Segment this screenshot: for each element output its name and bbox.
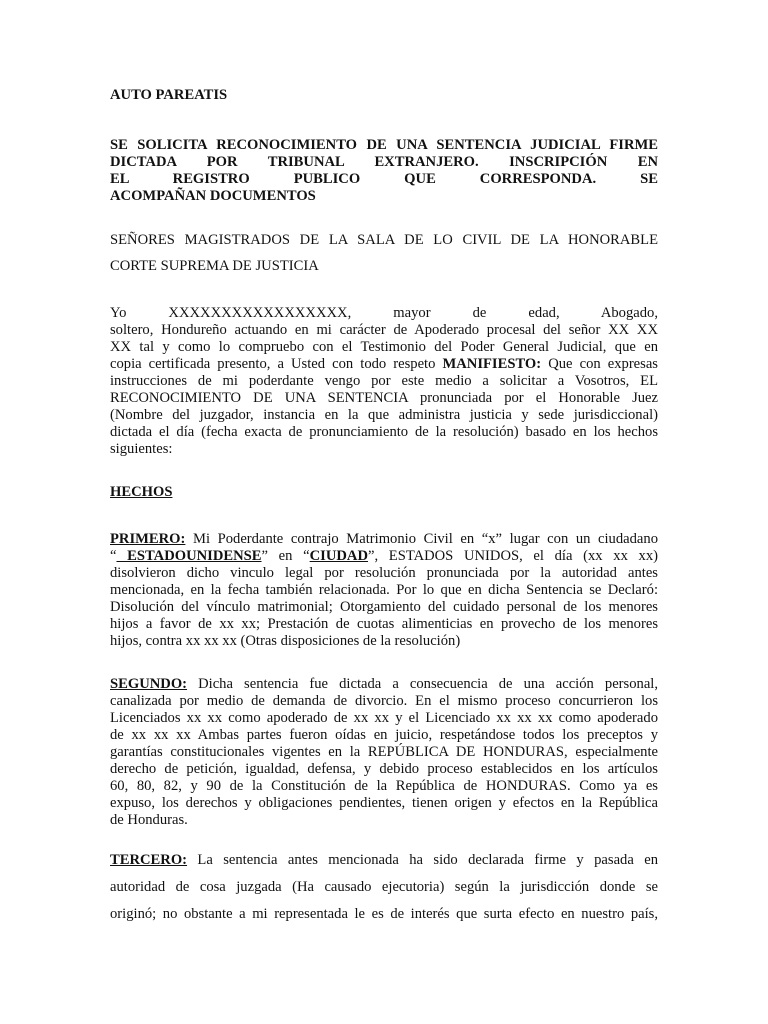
- paragraph-text: “: [110, 548, 117, 564]
- paragraph-line: autoridad de cosa juzgada (Ha causado ejecutoria) según la jurisdicción donde se: [110, 879, 658, 895]
- segundo-label: SEGUNDO:: [110, 676, 188, 692]
- paragraph-line: siguientes:: [110, 441, 173, 457]
- paragraph-line: de xx xx xx Ambas partes fueron oídas en juicio, respetándose todos los preceptos y: [110, 727, 658, 743]
- primero-label: PRIMERO:: [110, 531, 186, 547]
- addressee-line: SEÑORES MAGISTRADOS DE LA SALA DE LO CIVIL DE LA HONORABLE: [110, 232, 658, 248]
- paragraph-line: de Honduras.: [110, 812, 188, 828]
- paragraph-line: expuso, los derechos y obligaciones pendientes, tienen origen y efectos en la República: [110, 795, 658, 811]
- paragraph-line: RECONOCIMIENTO DE UNA SENTENCIA pronunciada por el Honorable Juez: [110, 390, 658, 406]
- paragraph-text: Que con expresas: [541, 356, 658, 372]
- nationality-keyword: ESTADOUNIDENSE: [116, 548, 262, 564]
- tercero-label: TERCERO:: [110, 852, 188, 868]
- paragraph-line: derecho de petición, igualdad, defensa, y debido proceso establecidos en los artículos: [110, 761, 658, 777]
- paragraph-line: [110, 676, 658, 693]
- paragraph-line: Licenciados xx xx como apoderado de xx xx y el Licenciado xx xx xx como apoderado: [110, 710, 658, 726]
- paragraph-line: XX tal y como lo compruebo con el Testimonio del Poder General Judicial, que en: [110, 339, 658, 355]
- paragraph-text: Dicha sentencia fue dictada a consecuencia de una acción personal,: [187, 676, 658, 692]
- hechos-heading: HECHOS: [110, 484, 173, 500]
- paragraph-line: [110, 531, 658, 548]
- paragraph-line: disolvieron dicho vinculo legal por resolución pronunciada por la autoridad antes: [110, 565, 658, 581]
- addressee-line: CORTE SUPREMA DE JUSTICIA: [110, 258, 319, 274]
- paragraph-text: La sentencia antes mencionada ha sido declarada firme y pasada en: [187, 852, 658, 868]
- paragraph-line: originó; no obstante a mi representada le es de interés que surta efecto en nuestro país,: [110, 906, 658, 922]
- paragraph-line: 60, 80, 82, y 90 de la Constitución de la República de HONDURAS. Como ya es: [110, 778, 658, 794]
- paragraph-line: Disolución del vínculo matrimonial; Otorgamiento del cuidado personal de los menores: [110, 599, 658, 615]
- paragraph-line: [110, 356, 658, 373]
- paragraph-line: Yo XXXXXXXXXXXXXXXXX, mayor de edad, Abogado,: [110, 305, 658, 321]
- paragraph-line: (Nombre del juzgador, instancia en la que administra justicia y sede jurisdiccional): [110, 407, 658, 423]
- paragraph-line: [110, 852, 658, 869]
- paragraph-line: soltero, Hondureño actuando en mi carácter de Apoderado procesal del señor XX XX: [110, 322, 658, 338]
- manifiesto-keyword: MANIFIESTO:: [442, 356, 542, 372]
- paragraph-line: garantías constitucionales vigentes en la REPÚBLICA DE HONDURAS, especialmente: [110, 744, 658, 760]
- city-keyword: CIUDAD: [309, 548, 368, 564]
- paragraph-line: hijos, contra xx xx xx (Otras disposiciones de la resolución): [110, 633, 461, 649]
- paragraph-text: Mi Poderdante contrajo Matrimonio Civil en “x” lugar con un ciudadano: [185, 531, 658, 547]
- document-title: AUTO PAREATIS: [110, 87, 228, 103]
- paragraph-line: dictada el día (fecha exacta de pronunciamiento de la resolución) basado en los hechos: [110, 424, 658, 440]
- heading-line: ACOMPAÑAN DOCUMENTOS: [110, 188, 316, 204]
- paragraph-text: copia certificada presento, a Usted con todo respeto: [110, 356, 443, 372]
- heading-line: EL REGISTRO PUBLICO QUE CORRESPONDA. SE: [110, 171, 658, 187]
- paragraph-text: ”, ESTADOS UNIDOS, el día (xx xx xx): [367, 548, 658, 564]
- paragraph-line: instrucciones de mi poderdante vengo por este medio a solicitar a Vosotros, EL: [110, 373, 658, 389]
- paragraph-line: canalizada por medio de demanda de divorcio. En el mismo proceso concurrieron los: [110, 693, 658, 709]
- heading-line: SE SOLICITA RECONOCIMIENTO DE UNA SENTENCIA JUDICIAL FIRME: [110, 137, 658, 153]
- paragraph-line: [110, 548, 658, 565]
- paragraph-line: mencionada, en la fecha también relacionada. Por lo que en dicha Sentencia se Declaró:: [110, 582, 658, 598]
- paragraph-text: ” en “: [261, 548, 310, 564]
- paragraph-line: hijos a favor de xx xx; Prestación de cuotas alimenticias en provecho de los menores: [110, 616, 658, 632]
- heading-line: DICTADA POR TRIBUNAL EXTRANJERO. INSCRIPCIÓN EN: [110, 154, 658, 170]
